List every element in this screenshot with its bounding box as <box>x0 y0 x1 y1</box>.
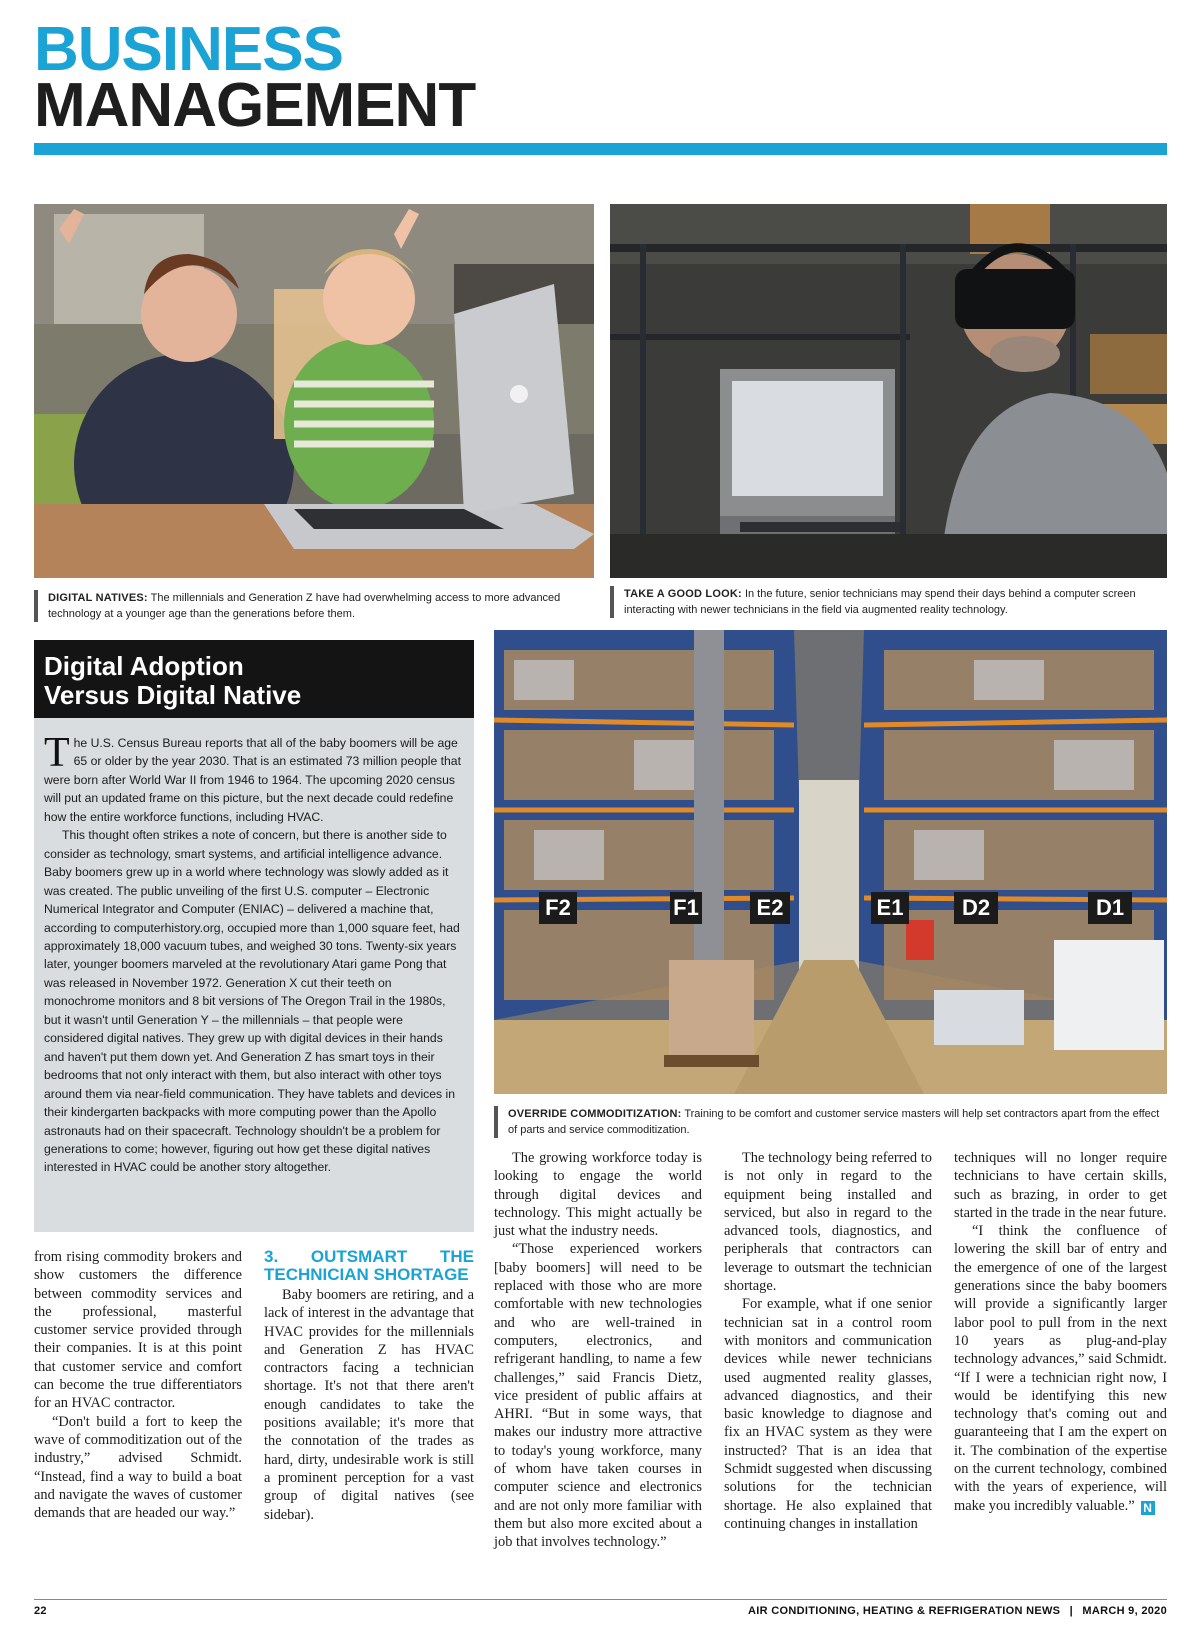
warehouse-sign-e2: E2 <box>750 892 790 924</box>
col5-paragraph-1: techniques will no longer require technicians to have certain skills, such as brazing, in order to get started in the trade in the near future. <box>954 1150 1167 1221</box>
col3-paragraph-1: The growing workforce today is looking to engage the world through digital devices and technology. This might actually be just what the industry needs. <box>494 1150 702 1240</box>
sidebar-title-text: Digital Adoption Versus Digital Native <box>44 651 302 710</box>
sidebar-box <box>34 718 474 1232</box>
col5-paragraph-2 <box>954 1222 1167 1515</box>
caption-vr-text: In the future, senior technicians may spend their days behind a computer screen interacting with newer technicians in the field via augmented reality technology. <box>624 588 1136 616</box>
masthead-line-2: MANAGEMENT <box>34 71 476 140</box>
masthead-line-1: BUSINESS <box>34 15 343 84</box>
warehouse-sign-e1: E1 <box>871 892 909 924</box>
col5-paragraph-2-text: “I think the confluence of lowering the skill bar of entry and the emergence of one of the largest generations since the baby boomers will provide a significantly larger labor pool to pull from in the next 10 years as plug-and-play technology advances,” said Schmidt. “If I were a technician right now, I would be identifying this new technology that's coming out and guaranteeing that I am the expert on it. The combination of the expertise on the current technology, combined with the years of experience, will make you incredibly valuable.” <box>954 1223 1167 1514</box>
caption-kids <box>34 590 574 622</box>
footer-rule <box>34 1599 1167 1600</box>
caption-warehouse <box>494 1106 1167 1138</box>
section-subhead: 3. OUTSMART THE TECHNICIAN SHORTAGE <box>264 1247 474 1284</box>
masthead-rule <box>34 143 1167 155</box>
col4-paragraph-2: For example, what if one senior technician sat in a control room with monitors and communication devices while newer technicians used augmented reality glasses, advanced diagnostics, and their basic knowledge to diagnose and fix an HVAC system as they were instructed? That is an idea that Schmidt suggested when discussing solutions for the technician shortage. He also explained that continuing changes in installation <box>724 1296 932 1532</box>
caption-kids-label: DIGITAL NATIVES: <box>48 592 148 604</box>
body-column-4 <box>724 1149 932 1533</box>
sidebar-title <box>34 640 474 718</box>
footer-publication-line <box>748 1605 1167 1617</box>
footer-separator: | <box>1069 1605 1074 1617</box>
photo-warehouse-art <box>494 630 1167 1094</box>
photo-vr-technician <box>610 204 1167 578</box>
caption-kids-text: The millennials and Generation Z have had overwhelming access to more advanced technology at a younger age than the generations before them. <box>48 592 561 620</box>
photo-vr-technician-art <box>610 204 1167 578</box>
footer-publication: AIR CONDITIONING, HEATING & REFRIGERATION NEWS <box>748 1605 1061 1617</box>
sidebar-paragraph-2: This thought often strikes a note of concern, but there is another side to consider as technology, smart systems, and artificial intelligence advance. Baby boomers grew up in a world where technology was slowly added as it was created. The public unveiling of the first U.S. computer – Electronic Numerical Integrator and Computer (ENIAC) – delivered a machine that, according to computerhistory.org, occupied more than 1,000 square feet, had approximately 18,000 vacuum tubes, and weighed 30 tons. Twenty-six years later, younger boomers marveled at the revolutionary Atari game Pong that was released in November 1972. Generation X cut their teeth on monochrome monitors and 8 bit versions of The Oregon Trail in the 1980s, but it wasn't until Generation Y – the millennials – that people were considered digital natives. They grew up with digital devices in their hands and haven't put them down yet. And Generation Z has smart toys in their bedrooms that not only interact with them, but also interact with other toys around them via near-field communication. They have tablets and devices in their kindergarten backpacks with more computing power than the Apollo astronauts had on their spacecraft. Technology shouldn't be a problem for generations to come; however, figuring out how get these digital natives interested in HVAC could be another story altogether. <box>44 828 460 1175</box>
masthead <box>34 15 476 140</box>
photo-kids-laptop <box>34 204 594 578</box>
caption-vr-label: TAKE A GOOD LOOK: <box>624 588 742 600</box>
col1-paragraph-2: “Don't build a fort to keep the wave of commoditization out of the industry,” advised Schmidt. “Instead, find a way to build a boat and navigate the waves of customer demands that are headed our way.” <box>34 1413 242 1522</box>
warehouse-sign-f1: F1 <box>670 892 702 924</box>
photo-kids-laptop-art <box>34 204 594 578</box>
sidebar-paragraph-1 <box>44 730 462 826</box>
body-column-3 <box>494 1149 702 1552</box>
warehouse-sign-d2: D2 <box>954 892 998 924</box>
col4-paragraph-1: The technology being referred to is not only in regard to the equipment being installed and serviced, but also in regard to the advanced tools, diagnostics, and peripherals that contractors can leverage to outsmart the technician shortage. <box>724 1150 932 1295</box>
sidebar-dropcap: T <box>44 730 70 776</box>
warehouse-sign-f2: F2 <box>539 892 577 924</box>
caption-warehouse-text: Training to be comfort and customer service masters will help set contractors apart from the effect of parts and service commoditization. <box>508 1108 1160 1136</box>
end-mark-icon: N <box>1141 1501 1155 1515</box>
body-column-2 <box>264 1248 474 1524</box>
warehouse-sign-d1: D1 <box>1088 892 1132 924</box>
caption-vr <box>610 586 1167 618</box>
body-column-5 <box>954 1149 1167 1515</box>
sidebar-paragraph-1-text: he U.S. Census Bureau reports that all of the baby boomers will be age 65 or older by the year 2030. That is an estimated 73 million people that were born after World War II from 1946 to 1964. The upcoming 2020 census will put an updated frame on this picture, but the next decade could redefine how the entire workforce functions, including HVAC. <box>44 736 461 824</box>
footer-date: MARCH 9, 2020 <box>1082 1605 1167 1617</box>
col3-paragraph-2: “Those experienced workers [baby boomers] will need to be replaced with those who are more comfortable with new technologies and who are well-trained in computers, electronics, and refrigerant handling, to name a few challenges,” said Francis Dietz, vice president of public affairs at AHRI. “But in some ways, that makes our industry more attractive to today's young workforce, many of whom have taken courses in computer science and electronics and are not only more familiar with them but also more excited about a job that involves technology.” <box>494 1241 702 1551</box>
col2-paragraph-1: Baby boomers are retiring, and a lack of interest in the advantage that HVAC provides for the millennials and Generation Z has HVAC contractors facing a technician shortage. It's not that there aren't enough candidates to take the positions available; it's more that the connotation of the trades as hard, dirty, undesirable work is still a prominent perception for a vast group of digital natives (see sidebar). <box>264 1287 474 1523</box>
col1-paragraph-1: from rising commodity brokers and show customers the difference between commodity services and the professional, masterful customer service provided through their companies. It is at this point that customer service and comfort can become the true differentiators for an HVAC contractor. <box>34 1249 242 1412</box>
photo-warehouse <box>494 630 1167 1094</box>
caption-warehouse-label: OVERRIDE COMMODITIZATION: <box>508 1108 682 1120</box>
body-column-1 <box>34 1248 242 1522</box>
footer-page-number: 22 <box>34 1605 47 1617</box>
